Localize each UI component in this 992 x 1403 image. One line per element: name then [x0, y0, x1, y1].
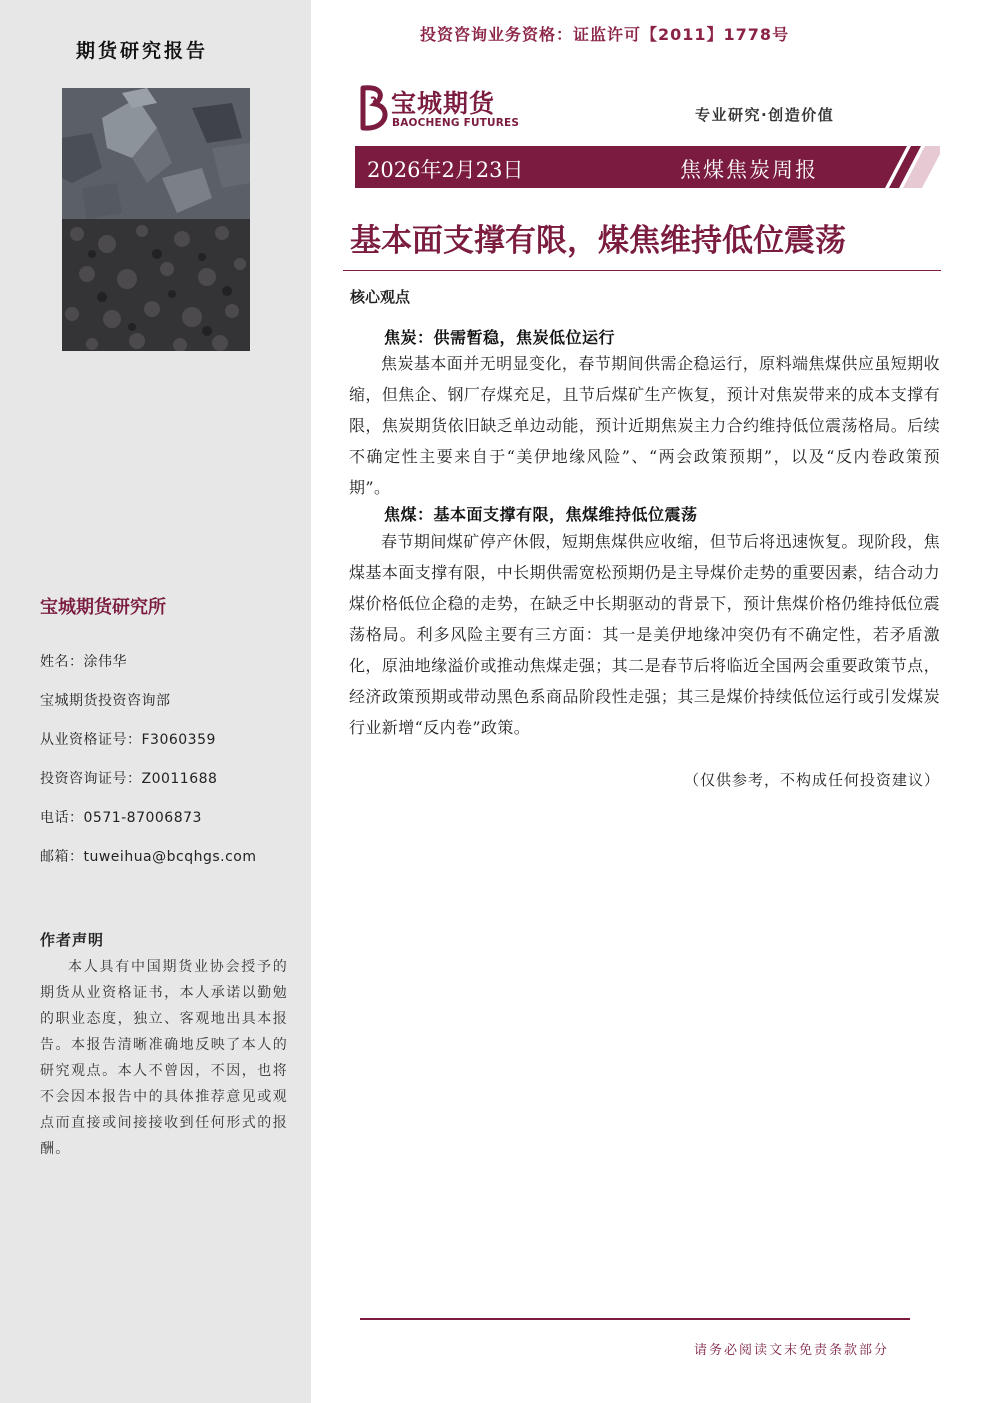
qualification-number: 从业资格证号：F3060359 [40, 732, 216, 748]
disclaimer: （仅供参考，不构成任何投资建议） [683, 771, 940, 789]
sidebar [0, 0, 311, 1403]
logo-chinese-name: 宝城期货 [391, 89, 496, 118]
declaration-title: 作者声明 [40, 931, 105, 949]
section-coke-title: 焦炭：供需暂稳，焦炭低位运行 [384, 328, 616, 347]
report-banner [355, 146, 940, 188]
section-coking-coal-body: 春节期间煤矿停产休假，短期焦煤供应收缩，但节后将迅速恢复。现阶段，焦煤基本面支撑有限，中长期供需宽松预期仍是主导煤价走势的重要因素，结合动力煤价格低位企稳的走势，在缺乏中长期驱动的背景下，预计焦煤价格仍维持低位震荡格局。利多风险主要有三方面：其一是美伊地缘冲突仍有不确定性，若矛盾激化，原油地缘溢价或推动焦煤走强；其二是春节后将临近全国两会重要政策节点，经济政策预期或带动黑色系商品阶段性走强；其三是煤价持续低位运行或引发煤炭行业新增“反内卷”政策。 [349, 532, 940, 737]
report-type-label: 期货研究报告 [76, 40, 209, 62]
footer-divider [360, 1318, 910, 1320]
section-coke-body: 焦炭基本面并无明显变化，春节期间供需企稳运行，原料端焦煤供应虽短期收缩，但焦企、钢厂存煤充足，且节后煤矿生产恢复，预计对焦炭带来的成本支撑有限，焦炭期货依旧缺乏单边动能，预计近期焦炭主力合约维持低位震荡格局。后续不确定性主要来自于“美伊地缘风险”、“两会政策预期”，以及“反内卷政策预期”。 [349, 354, 940, 497]
coal-photo-bottom [62, 219, 250, 351]
coal-photo-top [62, 88, 250, 219]
license-text: 投资咨询业务资格：证监许可【2011】1778号 [420, 25, 790, 44]
logo-english-name: BAOCHENG FUTURES [392, 117, 520, 129]
report-name: 焦煤焦炭周报 [680, 158, 818, 182]
logo-mark-icon [357, 84, 391, 132]
footer-note: 请务必阅读文末免责条款部分 [694, 1343, 890, 1358]
author-department: 宝城期货投资咨询部 [40, 693, 171, 709]
report-date: 2026年2月23日 [367, 158, 524, 182]
section-coking-coal-title: 焦煤：基本面支撑有限，焦煤维持低位震荡 [384, 505, 698, 524]
company-logo [357, 84, 527, 132]
phone-number: 电话：0571-87006873 [40, 810, 202, 826]
author-name: 姓名：涂伟华 [40, 654, 127, 670]
declaration-text: 本人具有中国期货业协会授予的期货从业资格证书，本人承诺以勤勉的职业态度，独立、客观地出具本报告。本报告清晰准确地反映了本人的研究观点。本人不曾因，不因，也将不会因本报告中的具体推荐意见或观点而直接或间接接收到任何形式的报酬。 [40, 959, 288, 1157]
slogan: 专业研究·创造价值 [695, 106, 835, 124]
institute-name: 宝城期货研究所 [40, 597, 166, 618]
email-address[interactable]: 邮箱：tuweihua@bcqhgs.com [40, 849, 257, 865]
consulting-license-number: 投资咨询证号：Z0011688 [40, 771, 218, 787]
headline-divider [343, 270, 941, 271]
headline: 基本面支撑有限，煤焦维持低位震荡 [350, 223, 846, 259]
core-views-title: 核心观点 [350, 288, 411, 306]
